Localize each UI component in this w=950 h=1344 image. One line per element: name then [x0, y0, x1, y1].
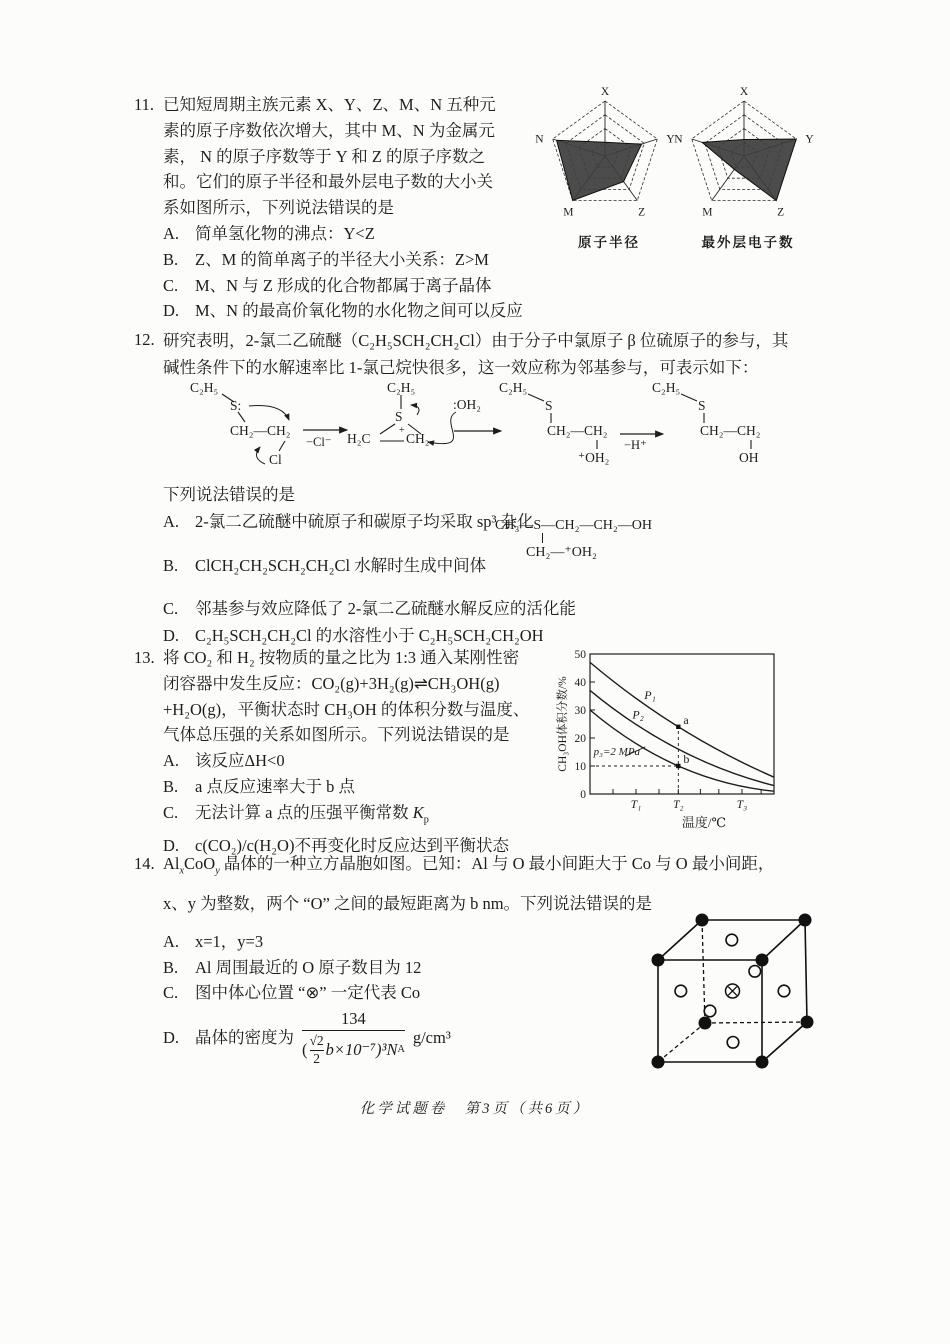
cube-edge: [805, 920, 807, 1022]
formula-chain: CH₂—CH₂: [700, 423, 761, 438]
radar-chart-outer-electrons: [672, 84, 824, 251]
option-text-part: ” 一定代表 Co: [319, 983, 421, 1003]
corner-atom: [799, 914, 812, 927]
question-number: 14.: [134, 854, 155, 873]
option-row: [163, 273, 567, 299]
question-stem: [163, 645, 583, 748]
density-unit: g/cm³: [412, 1028, 451, 1048]
structure-line: CH₂—⁺OH₂: [526, 545, 597, 560]
reaction-scheme: [150, 381, 860, 481]
option-label: D.: [163, 301, 180, 321]
radar-axis-label: Z: [638, 206, 646, 219]
pressure-annotation: p₃=2 MPa: [593, 745, 641, 758]
options-list: [163, 221, 567, 324]
bond: [279, 441, 285, 451]
option-label: D.: [163, 835, 180, 855]
option-text-part: 图中体心位置 “: [195, 983, 306, 1003]
arrow-label-minus-h: −H⁺: [624, 438, 647, 452]
option-text: [195, 800, 429, 833]
option-label: A.: [163, 751, 180, 771]
curved-arrow: [428, 412, 456, 444]
formula-ethyl: C₂H₅: [652, 380, 681, 395]
otimes-symbol: ⊗: [305, 983, 320, 1003]
corner-atom: [699, 1017, 712, 1030]
option-text: 简单氢化物的沸点：Y<Z: [195, 223, 375, 243]
option-label: B.: [163, 957, 179, 977]
option-label: C.: [163, 599, 179, 618]
stem-line: 系如图所示，下列说法错误的是: [163, 198, 394, 218]
line-chart-svg: [554, 642, 846, 842]
x-axis-title: 温度/℃: [681, 815, 727, 830]
radar-axis-label: Y: [666, 133, 675, 146]
corner-atom: [801, 1016, 814, 1029]
option-text: c(CO₂)/c(H₂O)不再变化时反应达到平衡状态: [195, 835, 509, 855]
option-row: [163, 221, 567, 247]
y-tick-label: 40: [574, 677, 586, 689]
y-tick-label: 0: [580, 789, 586, 801]
curve-label: P₁: [644, 687, 656, 702]
option-text: [195, 980, 420, 1006]
radar-chart-atomic-radius: [533, 84, 685, 251]
radar-series: [557, 140, 642, 200]
face-center-atom: [727, 1037, 739, 1049]
radar-axis-label: N: [535, 133, 544, 146]
density-fraction: [302, 1009, 405, 1067]
question-number: 11.: [134, 95, 155, 114]
option-text: a 点反应速率大于 b 点: [195, 776, 355, 796]
formula-chain: CH₂—CH₂: [547, 423, 608, 438]
denominator-rest: b×10⁻⁷)³N: [325, 1039, 398, 1059]
radar-axis-label: N: [674, 133, 683, 146]
bond: [380, 424, 395, 434]
face-center-atom: [726, 934, 738, 946]
structure-line: CH₃—S—CH₂—CH₂—OH: [495, 518, 652, 533]
formula-chlorine: Cl: [269, 452, 282, 467]
question-stem: [163, 327, 863, 381]
option-text-part: 无法计算 a 点的压强平衡常数: [195, 802, 413, 822]
option-label: A.: [163, 223, 180, 243]
cube-hidden-edge: [658, 1023, 705, 1062]
bond: [238, 412, 245, 422]
option-label: B.: [163, 555, 179, 575]
paren: (: [302, 1039, 308, 1059]
bond: [681, 394, 697, 401]
option-text: Al 周围最近的 O 原子数目为 12: [195, 957, 422, 977]
stem-line: x、y 为整数，两个 “O” 之间的最短距离为 b nm。下列说法错误的是: [163, 894, 653, 914]
subscript-y: y: [215, 865, 220, 877]
curved-arrow: [256, 447, 265, 464]
option-text: x=1，y=3: [195, 931, 264, 951]
point-a: [676, 725, 680, 729]
unit-cell-diagram: [636, 896, 842, 1096]
cube-edge: [762, 920, 805, 960]
curve-P₂: [590, 687, 774, 785]
bond: [528, 394, 544, 401]
formula-ethyl: C₂H₅: [190, 380, 219, 395]
option-label: C.: [163, 983, 179, 1003]
option-row: [163, 247, 567, 273]
fraction-denominator: [302, 1031, 405, 1068]
face-center-atom: [749, 966, 761, 978]
face-center-atom: [778, 985, 790, 997]
stem-line: 研究表明，2-氯二乙硫醚（C₂H₅SCH₂CH₂Cl）由于分子中氯原子 β 位硫原子的参与，其: [163, 331, 789, 350]
formula-sulfur: S: [395, 409, 403, 424]
stem-line: 碱性条件下的水解速率比 1-氯己烷快很多，这一效应称为邻基参与，可表示如下：: [163, 358, 759, 377]
radar-svg: [533, 84, 685, 224]
stem-line: [163, 671, 583, 697]
stem-line: 素的原子序数依次增大，其中 M、N 为金属元: [163, 120, 495, 140]
formula-al: Al: [163, 854, 180, 873]
option-text: 2-氯二乙硫醚中硫原子和碳原子均采取 sp³ 杂化: [195, 512, 534, 531]
radar-svg: [672, 84, 824, 224]
corner-atom: [696, 914, 709, 927]
corner-atom: [652, 954, 665, 967]
curved-arrow: [249, 406, 289, 420]
option-row: [163, 595, 863, 622]
option-text: 邻基参与效应降低了 2-氯二乙硫醚水解反应的活化能: [195, 599, 576, 618]
formula-ethyl: C₂H₅: [387, 380, 416, 395]
stem-line: +H₂O(g)，平衡状态时 CH₃OH 的体积分数与温度、: [163, 699, 530, 719]
option-text: ClCH₂CH₂SCH₂CH₂Cl 水解时生成中间体: [195, 555, 487, 575]
option-label: C.: [163, 275, 179, 295]
kp-symbol: K: [412, 802, 424, 822]
corner-atom: [652, 1056, 665, 1069]
option-label: A.: [163, 512, 180, 531]
question-11: [134, 92, 567, 324]
point-b: [676, 764, 680, 768]
formula-chain: CH₂—CH₂: [230, 423, 291, 438]
radar-axis-label: M: [563, 206, 574, 219]
point-label: a: [683, 712, 689, 727]
option-text: M、N 的最高价氧化物的水化物之间可以反应: [195, 301, 523, 321]
radar-caption: 原子半径: [578, 235, 640, 250]
stem-text: 闭容器中发生反应：CO₂(g)+3H₂(g): [163, 673, 414, 693]
formula-coo: CoO: [184, 854, 216, 873]
options-list: [163, 748, 583, 858]
curve-P₁: [590, 662, 774, 777]
plot-frame: [590, 654, 774, 794]
stem-line: 已知短周期主族元素 X、Y、Z、M、N 五种元: [163, 95, 496, 114]
formula-ethyl: C₂H₅: [499, 380, 528, 395]
option-row: [163, 800, 583, 833]
stem-text: 晶体的一种立方晶胞如图。已知：Al 与 O 最小间距大于 Co 与 O 最小间距，: [219, 854, 775, 873]
y-tick-label: 10: [574, 761, 586, 773]
fraction-numerator: 134: [341, 1009, 366, 1029]
option-row: [163, 774, 583, 800]
x-tick-label: T₃: [736, 799, 748, 811]
subscript-x: x: [179, 865, 185, 877]
x-tick-label: T₁: [630, 799, 642, 811]
options-list: [163, 508, 863, 649]
sqrt2-over-2: [310, 1033, 324, 1068]
option-text: C₂H₅SCH₂CH₂Cl 的水溶性小于 C₂H₅SCH₂CH₂OH: [195, 626, 544, 645]
x-tick-label: T₂: [673, 799, 684, 811]
formula-water-nucleophile: :OH₂: [453, 397, 481, 412]
radar-axis-label: X: [739, 85, 749, 98]
denominator-2: 2: [313, 1050, 320, 1066]
stem-text: CH₃OH(g): [427, 673, 500, 693]
y-tick-label: 20: [574, 733, 586, 745]
radar-axis-label: M: [702, 206, 713, 219]
face-center-atom: [675, 985, 687, 997]
option-text: M、N 与 Z 形成的化合物都属于离子晶体: [195, 275, 492, 295]
question-number: 12.: [134, 330, 155, 349]
bond: [542, 533, 543, 543]
option-row: [163, 748, 583, 774]
radar-axis-label: Y: [805, 133, 814, 146]
radar-series: [702, 139, 796, 201]
question-stem: [163, 92, 567, 221]
cube-edge: [658, 920, 702, 960]
option-label: B.: [163, 249, 179, 269]
y-axis-title: CH₃OH体积分数/%: [557, 676, 569, 772]
y-tick-label: 30: [574, 705, 586, 717]
stem-line: 气体总压强的关系如图所示。下列说法错误的是: [163, 725, 510, 745]
formula-oxonium: ⁺OH₂: [578, 450, 610, 465]
kp-subscript: p: [423, 814, 429, 826]
stem-line: [163, 851, 873, 884]
formula-hydroxyl: OH: [739, 450, 759, 465]
option-text: 该反应ΔH<0: [195, 751, 285, 771]
stem-line: 将 CO₂ 和 H₂ 按物质的量之比为 1:3 通入某刚性密: [163, 648, 520, 667]
formula-ch2-left: H₂C: [347, 431, 371, 446]
option-label: D.: [163, 626, 180, 645]
option-label: D.: [163, 1028, 180, 1048]
corner-atom: [756, 1056, 769, 1069]
formula-sulfur: S: [545, 398, 553, 413]
radar-axis-label: X: [600, 85, 610, 98]
cube-edge: [762, 1022, 807, 1062]
option-label: C.: [163, 802, 179, 822]
charge-plus: +: [399, 425, 405, 436]
y-tick-label: 50: [574, 649, 586, 661]
stem-line: 素， N 的原子序数等于 Y 和 Z 的原子序数之: [163, 146, 486, 166]
sqrt2: √2: [309, 1032, 324, 1048]
formula-sulfur: S: [698, 398, 706, 413]
option-text: Z、M 的简单离子的半径大小关系：Z>M: [195, 249, 489, 269]
avogadro-subscript: A: [397, 1043, 405, 1055]
corner-atom: [756, 954, 769, 967]
stem-line: 和。它们的原子半径和最外层电子数的大小关: [163, 172, 493, 192]
radar-axis-label: Z: [777, 206, 785, 219]
option-label: B.: [163, 776, 179, 796]
point-label: b: [683, 752, 690, 766]
equilibrium-chart: [554, 642, 846, 847]
curve-label: P₂: [632, 707, 644, 722]
question-13: [134, 645, 583, 859]
option-label: A.: [163, 931, 180, 951]
option-row: [163, 298, 567, 324]
cube-hidden-edge: [705, 1022, 807, 1023]
formula-ch2-right: CH₂: [406, 431, 430, 446]
arrow-label-minus-cl: −Cl⁻: [306, 435, 332, 449]
radar-caption: 最外层电子数: [701, 235, 795, 250]
page-footer: 化学试题卷 第3页（共6页）: [359, 1101, 591, 1117]
question-12: [134, 327, 863, 649]
face-center-atom: [704, 1005, 716, 1017]
question-number: 13.: [134, 648, 155, 667]
curved-arrow: [411, 405, 419, 415]
option-text: 晶体的密度为: [195, 1028, 294, 1048]
formula-sulfur: S:: [230, 398, 242, 413]
question-prompt: 下列说法错误的是: [163, 485, 295, 504]
equilibrium-arrow: ⇌: [413, 673, 428, 693]
